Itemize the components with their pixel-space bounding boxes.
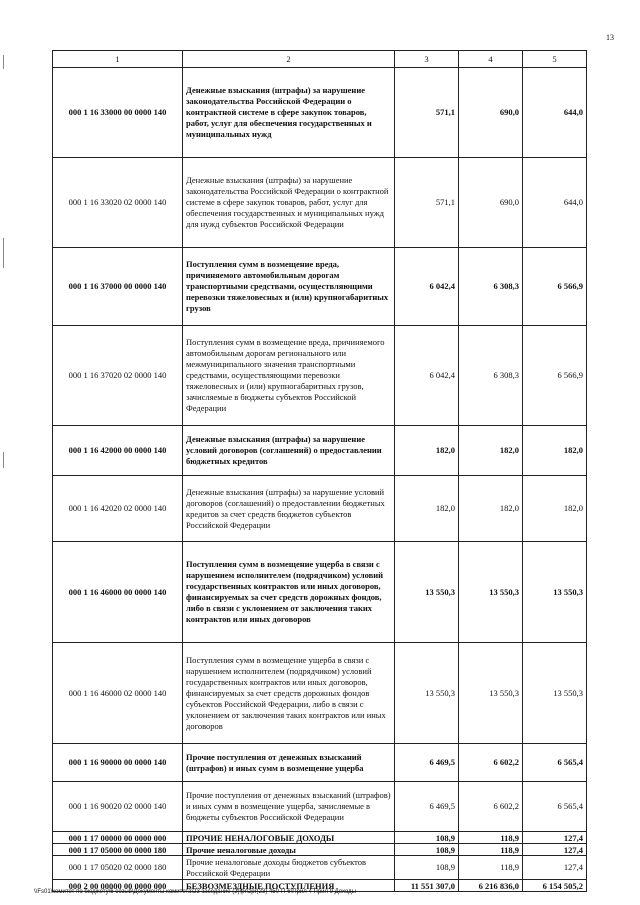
table-row [53, 426, 587, 476]
table-row [53, 643, 587, 744]
row-value-col4: 13 550,3 [459, 643, 523, 744]
table-row [53, 856, 587, 880]
table-row [53, 248, 587, 326]
column-header-5: 5 [523, 51, 587, 68]
row-code: 000 1 16 33000 00 0000 140 [53, 68, 183, 158]
row-value-col3: 13 550,3 [395, 542, 459, 643]
row-value-col3: 182,0 [395, 476, 459, 542]
row-value-col5: 13 550,3 [523, 643, 587, 744]
row-value-col5: 6 565,4 [523, 744, 587, 782]
row-value-col4: 13 550,3 [459, 542, 523, 643]
row-name: Прочие неналоговые доходы [183, 844, 395, 856]
row-value-col5: 6 565,4 [523, 782, 587, 832]
row-value-col5: 13 550,3 [523, 542, 587, 643]
row-name: Денежные взыскания (штрафы) за нарушение законодательства Российской Федерации о контрактной системе в сфере закупок товаров, работ, услуг для обеспечения государственных и муниципальных нужд [183, 68, 395, 158]
row-value-col4: 6 308,3 [459, 248, 523, 326]
row-value-col3: 571,1 [395, 158, 459, 248]
row-value-col4: 6 602,2 [459, 782, 523, 832]
table-row [53, 782, 587, 832]
column-header-3: 3 [395, 51, 459, 68]
row-value-col3: 6 469,5 [395, 744, 459, 782]
row-value-col3: 6 469,5 [395, 782, 459, 832]
row-code: 000 1 16 46000 00 0000 140 [53, 542, 183, 643]
column-header-4: 4 [459, 51, 523, 68]
row-value-col5: 127,4 [523, 856, 587, 880]
row-value-col4: 182,0 [459, 476, 523, 542]
row-value-col5: 127,4 [523, 832, 587, 844]
margin-mark [3, 452, 4, 468]
row-value-col5: 127,4 [523, 844, 587, 856]
row-value-col3: 108,9 [395, 856, 459, 880]
page-number: 13 [606, 33, 614, 42]
table-row [53, 832, 587, 844]
row-value-col4: 6 602,2 [459, 744, 523, 782]
row-value-col3: 11 551 307,0 [395, 880, 459, 892]
row-name: Поступления сумм в возмещение вреда, причиняемого автомобильным дорогам регионального или межмуниципального значения транспортными средствами, осуществляющими перевозки тяжеловесных и (или) крупногабаритных грузов, зачисляемые в бюджеты субъектов Российской Федерации [183, 326, 395, 426]
row-name: БЕЗВОЗМЕЗДНЫЕ ПОСТУПЛЕНИЯ [183, 880, 395, 892]
row-code: 000 1 16 42000 00 0000 140 [53, 426, 183, 476]
table-row [53, 326, 587, 426]
row-value-col4: 182,0 [459, 426, 523, 476]
row-name: Денежные взыскания (штрафы) за нарушение законодательства Российской Федерации о контрактной системе в сфере закупок товаров, работ, услуг для обеспечения государственных и муниципальных нужд для нужд субъектов Российской Федерации [183, 158, 395, 248]
row-name: Прочие неналоговые доходы бюджетов субъектов Российской Федерации [183, 856, 395, 880]
row-name: Денежные взыскания (штрафы) за нарушение условий договоров (соглашений) о предоставлении бюджетных кредитов за счет средств бюджетов субъектов Российской Федерации [183, 476, 395, 542]
footer-file-path: \\Fs01\комитет по бюджету\6 созыв\Документы комитета\23 заседание (2)\pr\zpr(23) 450-П-6\Прил 4 Прил 9 Доходы [34, 889, 356, 895]
column-header-1: 1 [53, 51, 183, 68]
row-name: Прочие поступления от денежных взысканий (штрафов) и иных сумм в возмещение ущерба [183, 744, 395, 782]
row-code: 000 1 16 33020 02 0000 140 [53, 158, 183, 248]
row-code: 000 1 16 37000 00 0000 140 [53, 248, 183, 326]
revenue-table [52, 50, 587, 892]
row-code: 000 1 17 05020 02 0000 180 [53, 856, 183, 880]
row-value-col5: 182,0 [523, 426, 587, 476]
row-value-col5: 182,0 [523, 476, 587, 542]
row-name: Поступления сумм в возмещение вреда, причиняемого автомобильным дорогам транспортными средствами, осуществляющими перевозки тяжеловесных и (или) крупногабаритных грузов [183, 248, 395, 326]
table-row [53, 542, 587, 643]
row-value-col4: 118,9 [459, 832, 523, 844]
row-value-col3: 6 042,4 [395, 248, 459, 326]
row-code: 000 1 16 90020 02 0000 140 [53, 782, 183, 832]
table-row [53, 476, 587, 542]
row-value-col3: 108,9 [395, 832, 459, 844]
row-value-col3: 6 042,4 [395, 326, 459, 426]
table-row [53, 158, 587, 248]
table-row [53, 844, 587, 856]
row-code: 000 1 16 42020 02 0000 140 [53, 476, 183, 542]
row-value-col3: 13 550,3 [395, 643, 459, 744]
row-value-col3: 182,0 [395, 426, 459, 476]
row-value-col5: 6 566,9 [523, 326, 587, 426]
row-value-col5: 644,0 [523, 68, 587, 158]
row-code: 000 1 17 00000 00 0000 000 [53, 832, 183, 844]
column-header-2: 2 [183, 51, 395, 68]
row-value-col3: 571,1 [395, 68, 459, 158]
table-row [53, 744, 587, 782]
row-name: Прочие поступления от денежных взысканий (штрафов) и иных сумм в возмещение ущерба, зачисляемые в бюджеты субъектов Российской Федерации [183, 782, 395, 832]
margin-mark [3, 238, 4, 268]
row-code: 000 2 00 00000 00 0000 000 [53, 880, 183, 892]
row-name: Денежные взыскания (штрафы) за нарушение условий договоров (соглашений) о предоставлении бюджетных кредитов [183, 426, 395, 476]
row-value-col5: 644,0 [523, 158, 587, 248]
row-code: 000 1 16 37020 02 0000 140 [53, 326, 183, 426]
margin-mark [3, 55, 4, 69]
row-value-col4: 118,9 [459, 856, 523, 880]
row-value-col4: 118,9 [459, 844, 523, 856]
row-value-col3: 108,9 [395, 844, 459, 856]
row-code: 000 1 16 46000 02 0000 140 [53, 643, 183, 744]
row-value-col5: 6 566,9 [523, 248, 587, 326]
row-value-col4: 690,0 [459, 68, 523, 158]
row-value-col5: 6 154 505,2 [523, 880, 587, 892]
row-value-col4: 690,0 [459, 158, 523, 248]
row-value-col4: 6 216 836,0 [459, 880, 523, 892]
row-code: 000 1 16 90000 00 0000 140 [53, 744, 183, 782]
table-row [53, 68, 587, 158]
row-code: 000 1 17 05000 00 0000 180 [53, 844, 183, 856]
row-name: ПРОЧИЕ НЕНАЛОГОВЫЕ ДОХОДЫ [183, 832, 395, 844]
row-name: Поступления сумм в возмещение ущерба в связи с нарушением исполнителем (подрядчиком) условий государственных контрактов или иных договоров, финансируемых за счет средств дорожных фондов субъектов Российской Федерации, либо в связи с уклонением от заключения таких контрактов или иных договоров [183, 643, 395, 744]
header-row [53, 51, 587, 68]
row-name: Поступления сумм в возмещение ущерба в связи с нарушением исполнителем (подрядчиком) условий государственных контрактов или иных договоров, финансируемых за счет средств дорожных фондов, либо в связи с уклонением от заключения таких контрактов или иных договоров [183, 542, 395, 643]
row-value-col4: 6 308,3 [459, 326, 523, 426]
